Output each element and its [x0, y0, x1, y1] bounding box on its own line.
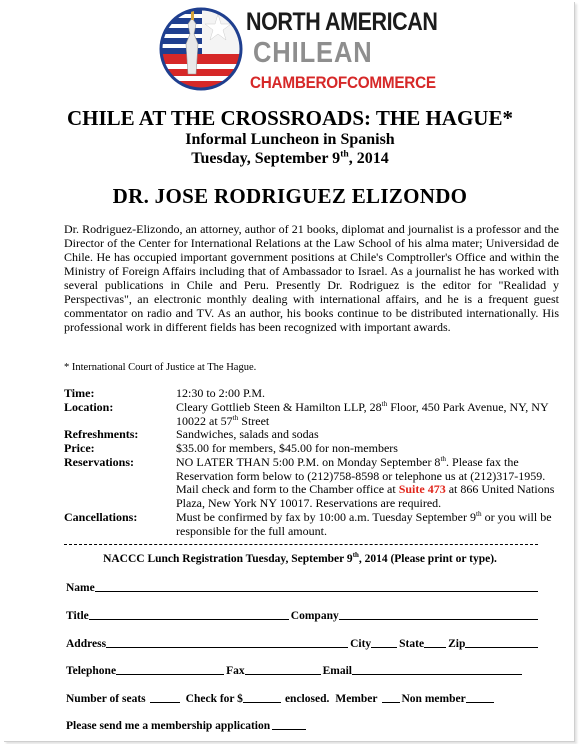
time-label: Time: — [64, 386, 95, 400]
chile-statue-emblem-icon — [158, 4, 244, 94]
address-label: Address — [66, 638, 107, 650]
state-label: State — [399, 638, 425, 650]
speaker-bio: Dr. Rodriguez-Elizondo, an attorney, author of 21 books, diplomat and journalist is a professor and the Director of the Center for International Relations at the Law School of his alma mater; Universidad de Chile. He has occupied important government positions at Chile's Comptroller's Office and within the Ministry of Foreign Affairs including that of Ambassador to Israel. As a journalist he has worked with several publications in Chile and Peru. Presently Dr. Rodriguez is the editor for "Realidad y Perspectivas", an electronic monthly dealing with international affairs, and he is a frequent guest commentator on radio and TV. As an author, his books continue to be distributed internationally. His professional work in different fields has been recognized with important awards. — [64, 222, 559, 334]
event-title: CHILE AT THE CROSSROADS: THE HAGUE* — [67, 106, 513, 130]
chamber-logo — [158, 4, 438, 100]
city-label: City — [350, 638, 372, 650]
price-label: Price: — [64, 441, 95, 455]
zip-field[interactable] — [465, 636, 538, 648]
speaker-name: DR. JOSE RODRIGUEZ ELIZONDO — [112, 184, 468, 208]
fax-label: Fax — [226, 665, 245, 677]
time-value: 12:30 to 2:00 P.M. — [176, 386, 266, 400]
event-date: Tuesday, September 9th, 2014 — [191, 148, 389, 167]
member-label: Member — [335, 693, 378, 705]
detail-time — [64, 387, 564, 401]
detail-reservations — [64, 456, 564, 510]
detail-refreshments — [64, 428, 564, 442]
non-member-field[interactable] — [466, 691, 494, 703]
form-row-membership — [66, 716, 540, 732]
fax-field[interactable] — [245, 663, 321, 675]
cancellations-value: Must be confirmed by fax by 10:00 a.m. Tuesday September 9th or you will be responsible for the full amount. — [176, 509, 552, 538]
title-label: Title — [66, 610, 89, 622]
enclosed-label: enclosed. — [284, 693, 330, 705]
logo-text-north-american: NORTH AMERICAN — [246, 8, 438, 36]
refreshments-value: Sandwiches, salads and sodas — [176, 427, 319, 441]
name-label: Name — [66, 582, 95, 594]
form-row-title-company — [66, 606, 540, 622]
event-subtitle: Informal Luncheon in Spanish — [185, 131, 395, 148]
logo-text-chamber-of-commerce: CHAMBEROFCOMMERCE — [250, 73, 436, 92]
telephone-field[interactable] — [116, 663, 224, 675]
membership-field[interactable] — [272, 718, 306, 730]
zip-label: Zip — [448, 638, 466, 650]
telephone-label: Telephone — [66, 665, 117, 677]
form-row-address — [66, 634, 540, 650]
registration-title: NACCC Lunch Registration Tuesday, September 9th, 2014 (Please print or type). — [103, 552, 497, 565]
city-field[interactable] — [371, 636, 397, 648]
form-row-contact — [66, 661, 540, 677]
detail-price — [64, 442, 564, 456]
state-field[interactable] — [424, 636, 446, 648]
reservations-value: NO LATER THAN 5:00 P.M. on Monday September 8th. Please fax the Reservation form below to (212)758-8598 or telephone us at (212)317-1959. Mail check and form to the Chamber office at Suite 473 at 866 United Nations Plaza, New York NY 10017. Reservations are required. — [176, 454, 555, 510]
seats-label: Number of seats — [66, 693, 146, 705]
detail-cancellations — [64, 511, 564, 538]
seats-field[interactable] — [150, 691, 180, 703]
form-row-name — [66, 578, 540, 594]
footnote: * International Court of Justice at The Hague. — [64, 362, 257, 373]
suite-number: Suite 473 — [398, 482, 446, 496]
title-field[interactable] — [89, 608, 289, 620]
refreshments-label: Refreshments: — [64, 427, 139, 441]
email-label: Email — [322, 665, 352, 677]
reservations-label: Reservations: — [64, 455, 134, 469]
detail-location — [64, 401, 564, 428]
address-field[interactable] — [106, 636, 348, 648]
name-field[interactable] — [95, 580, 538, 592]
email-field[interactable] — [352, 663, 522, 675]
logo-text-chilean: CHILEAN — [253, 37, 373, 69]
membership-label: Please send me a membership application — [66, 720, 271, 732]
cancellations-label: Cancellations: — [64, 510, 138, 524]
check-amount-field[interactable] — [243, 691, 281, 703]
company-label: Company — [290, 610, 339, 622]
dashed-divider — [64, 544, 538, 545]
location-label: Location: — [64, 400, 114, 414]
company-field[interactable] — [339, 608, 538, 620]
price-value: $35.00 for members, $45.00 for non-members — [176, 441, 398, 455]
member-field[interactable] — [382, 691, 400, 703]
check-label: Check for $ — [185, 693, 243, 705]
location-value: Cleary Gottlieb Steen & Hamilton LLP, 28th Floor, 450 Park Avenue, NY, NY 10022 at 57th Street — [176, 399, 549, 428]
form-row-seats — [66, 689, 540, 705]
non-member-label: Non member — [401, 693, 466, 705]
